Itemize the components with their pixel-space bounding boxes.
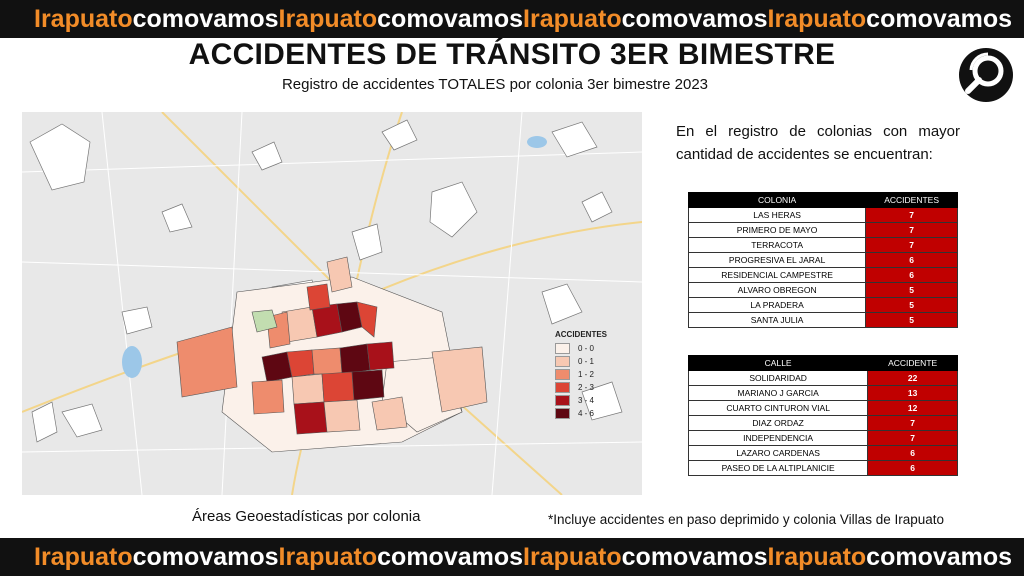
cell-accidente: 7 [868,431,958,446]
banner-segment: comovamos [132,543,279,571]
banner-segment: Irapuato [767,543,867,571]
table-row [689,238,958,253]
table-row [689,253,958,268]
banner-segment: Irapuato [278,5,378,33]
map-canvas [22,112,642,495]
bottom-banner [0,538,1024,576]
legend-swatch [555,395,570,406]
banner-segment: comovamos [377,543,524,571]
cell-accidente: 13 [868,386,958,401]
legend-label: 3 - 4 [578,396,595,405]
page-title: ACCIDENTES DE TRÁNSITO 3ER BIMESTRE [188,38,836,71]
cell-accidentes: 7 [866,238,958,253]
banner-segment: Irapuato [767,5,867,33]
column-header: CALLE [689,356,868,371]
banner-segment: comovamos [866,5,1013,33]
legend-item [555,355,623,368]
table-header-row [689,193,958,208]
cell-accidentes: 7 [866,208,958,223]
intro-text: En el registro de colonias con mayor cantidad de accidentes se encuentran: [676,123,960,163]
table-row [689,416,958,431]
choropleth-map[interactable] [22,112,642,495]
cell-calle: INDEPENDENCIA [689,431,868,446]
banner-segment: comovamos [132,5,279,33]
map-legend [555,330,623,420]
column-header: COLONIA [689,193,866,208]
banner-segment: Irapuato [523,543,622,571]
cell-calle: MARIANO J GARCIA [689,386,868,401]
legend-item [555,381,623,394]
water-body [122,346,142,378]
cell-accidente: 6 [868,461,958,476]
legend-item [555,394,623,407]
cell-colonia: ALVARO OBREGON [689,283,866,298]
cell-accidentes: 5 [866,298,958,313]
cell-accidentes: 7 [866,223,958,238]
cell-accidentes: 5 [866,313,958,328]
legend-label: 1 - 2 [578,370,595,379]
legend-label: 4 - 6 [578,409,595,418]
table-row [689,431,958,446]
legend-swatch [555,356,570,367]
cell-colonia: LAS HERAS [689,208,866,223]
legend-item [555,407,623,420]
footnote: *Incluye accidentes en paso deprimido y colonia Villas de Irapuato [548,512,944,527]
table-row [689,298,958,313]
legend-label: 2 - 3 [578,383,595,392]
table-row [689,268,958,283]
legend-swatch [555,408,570,419]
cell-colonia: LA PRADERA [689,298,866,313]
colonias-table [688,192,958,328]
cell-calle: LAZARO CARDENAS [689,446,868,461]
table-row [689,313,958,328]
legend-item [555,342,623,355]
legend-swatch [555,343,570,354]
top-banner [0,0,1024,38]
banner-segment: Irapuato [523,5,622,33]
calles-table [688,355,958,476]
legend-title: ACCIDENTES [555,330,608,339]
legend-label: 0 - 1 [578,357,595,366]
column-header: ACCIDENTE [868,356,958,371]
cell-accidente: 6 [868,446,958,461]
legend-item [555,368,623,381]
cell-calle: DIAZ ORDAZ [689,416,868,431]
table-row [689,401,958,416]
legend-swatch [555,369,570,380]
bottom-banner-text [34,539,1012,575]
table-row [689,386,958,401]
cell-accidentes: 6 [866,253,958,268]
page-subtitle: Registro de accidentes TOTALES por colonia 3er bimestre 2023 [281,76,709,93]
cell-accidentes: 5 [866,283,958,298]
table-row [689,223,958,238]
table-row [689,446,958,461]
banner-segment: comovamos [621,543,768,571]
banner-segment: Irapuato [34,5,133,33]
cell-accidentes: 6 [866,268,958,283]
cell-colonia: PROGRESIVA EL JARAL [689,253,866,268]
table-row [689,461,958,476]
cell-calle: PASEO DE LA ALTIPLANICIE [689,461,868,476]
cell-accidente: 12 [868,401,958,416]
legend-label: 0 - 0 [578,344,595,353]
banner-segment: comovamos [866,543,1013,571]
table-row [689,371,958,386]
cell-calle: CUARTO CINTURON VIAL [689,401,868,416]
banner-segment: comovamos [621,5,768,33]
top-banner-text [34,1,1012,37]
map-caption: Áreas Geoestadísticas por colonia [192,508,421,525]
water-body [527,136,547,148]
banner-segment: comovamos [377,5,524,33]
cell-calle: SOLIDARIDAD [689,371,868,386]
cell-colonia: TERRACOTA [689,238,866,253]
magnifier-logo-icon [957,46,1015,104]
banner-segment: Irapuato [278,543,378,571]
cell-colonia: SANTA JULIA [689,313,866,328]
cell-colonia: PRIMERO DE MAYO [689,223,866,238]
legend-swatch [555,382,570,393]
table-row [689,283,958,298]
column-header: ACCIDENTES [866,193,958,208]
cell-colonia: RESIDENCIAL CAMPESTRE [689,268,866,283]
table-header-row [689,356,958,371]
table-row [689,208,958,223]
banner-segment: Irapuato [34,543,133,571]
cell-accidente: 7 [868,416,958,431]
cell-accidente: 22 [868,371,958,386]
